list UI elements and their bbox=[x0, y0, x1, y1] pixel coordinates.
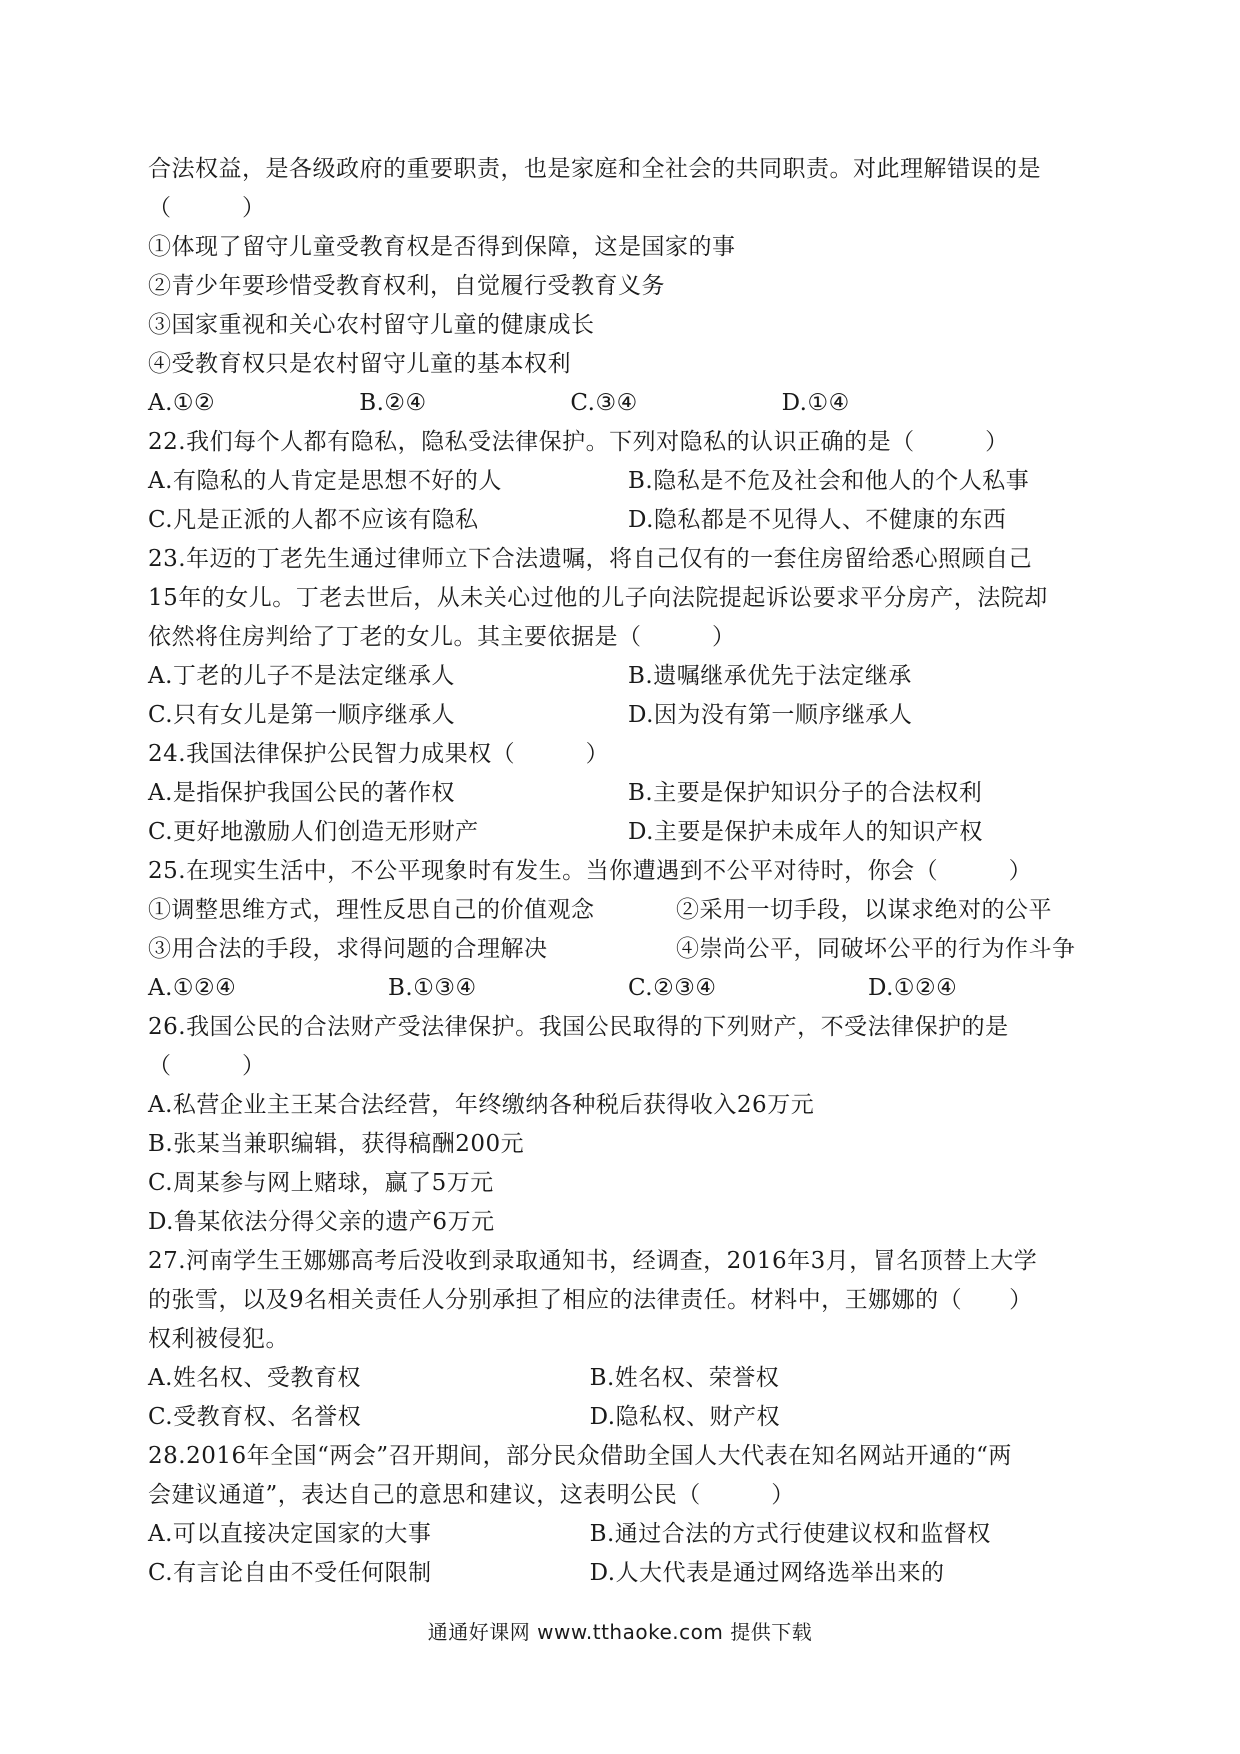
q22-options-row1 bbox=[148, 462, 1108, 501]
q25-statements-row2 bbox=[148, 930, 1108, 969]
q23-option-d: D.因为没有第一顺序继承人 bbox=[628, 702, 913, 728]
q24-stem: 24.我国法律保护公民智力成果权（ ） bbox=[148, 741, 610, 767]
q28-option-b: B.通过合法的方式行使建议权和监督权 bbox=[589, 1521, 991, 1547]
q28-options-row1 bbox=[148, 1515, 1108, 1554]
q28-options-row2 bbox=[148, 1554, 1108, 1593]
q27-options-row2 bbox=[148, 1398, 1108, 1437]
q22-option-a: A.有隐私的人肯定是思想不好的人 bbox=[148, 468, 502, 494]
q24-options-row1 bbox=[148, 774, 1108, 813]
q25-stem: 25.在现实生活中，不公平现象时有发生。当你遭遇到不公平对待时，你会（ ） bbox=[148, 858, 1033, 884]
q28-option-a: A.可以直接决定国家的大事 bbox=[148, 1521, 432, 1547]
q24-options-row2 bbox=[148, 813, 1108, 852]
q21-choice-d: D.①④ bbox=[781, 390, 850, 416]
q26-stem-line1: 26.我国公民的合法财产受法律保护。我国公民取得的下列财产，不受法律保护的是 bbox=[148, 1014, 1009, 1040]
q27-stem-line1: 27.河南学生王娜娜高考后没收到录取通知书，经调查，2016年3月，冒名顶替上大学 bbox=[148, 1248, 1038, 1274]
q21-stem-line1: 合法权益，是各级政府的重要职责，也是家庭和全社会的共同职责。对此理解错误的是 bbox=[148, 156, 1041, 182]
q22-option-d: D.隐私都是不见得人、不健康的东西 bbox=[628, 507, 1007, 533]
q21-choice-c: C.③④ bbox=[570, 390, 638, 416]
q26-stem-line2: （ ） bbox=[148, 1053, 266, 1079]
q27-options-row1 bbox=[148, 1359, 1108, 1398]
q21-choice-b: B.②④ bbox=[359, 390, 427, 416]
q26-option-c: C.周某参与网上赌球，赢了5万元 bbox=[148, 1170, 494, 1196]
q21-statement-3: ③国家重视和关心农村留守儿童的健康成长 bbox=[148, 312, 595, 338]
q25-choice-c: C.②③④ bbox=[628, 975, 717, 1001]
q25-statement-1: ①调整思维方式，理性反思自己的价值观念 bbox=[148, 897, 595, 923]
q28-option-c: C.有言论自由不受任何限制 bbox=[148, 1560, 432, 1586]
q26-option-a: A.私营企业主王某合法经营，年终缴纳各种税后获得收入26万元 bbox=[148, 1092, 815, 1118]
q22-option-b: B.隐私是不危及社会和他人的个人私事 bbox=[628, 468, 1030, 494]
q25-choices bbox=[148, 969, 1108, 1008]
q21-statement-2: ②青少年要珍惜受教育权利，自觉履行受教育义务 bbox=[148, 273, 665, 299]
q25-choice-d: D.①②④ bbox=[868, 975, 958, 1001]
q23-options-row1 bbox=[148, 657, 1108, 696]
q23-option-b: B.遗嘱继承优先于法定继承 bbox=[628, 663, 912, 689]
q22-stem: 22.我们每个人都有隐私，隐私受法律保护。下列对隐私的认识正确的是（ ） bbox=[148, 429, 1009, 455]
q21-stem-line2: （ ） bbox=[148, 195, 266, 221]
page-footer: 通通好课网 www.tthaoke.com 提供下载 bbox=[427, 1620, 813, 1644]
q25-statement-2: ②采用一切手段，以谋求绝对的公平 bbox=[676, 897, 1052, 923]
q24-option-a: A.是指保护我国公民的著作权 bbox=[148, 780, 455, 806]
q27-option-b: B.姓名权、荣誉权 bbox=[589, 1365, 780, 1391]
q23-stem-line2: 15年的女儿。丁老去世后，从未关心过他的儿子向法院提起诉讼要求平分房产，法院却 bbox=[148, 585, 1048, 611]
q28-stem-line2: 会建议通道”，表达自己的意思和建议，这表明公民（ ） bbox=[148, 1482, 795, 1508]
q22-options-row2 bbox=[148, 501, 1108, 540]
q23-stem-line3: 依然将住房判给了丁老的女儿。其主要依据是（ ） bbox=[148, 624, 736, 650]
q21-statement-1: ①体现了留守儿童受教育权是否得到保障，这是国家的事 bbox=[148, 234, 736, 260]
q27-stem-line2: 的张雪，以及9名相关责任人分别承担了相应的法律责任。材料中，王娜娜的（ ） bbox=[148, 1287, 1033, 1313]
q25-choice-b: B.①③④ bbox=[388, 975, 477, 1001]
q27-option-a: A.姓名权、受教育权 bbox=[148, 1365, 361, 1391]
q24-option-c: C.更好地激励人们创造无形财产 bbox=[148, 819, 479, 845]
q22-option-c: C.凡是正派的人都不应该有隐私 bbox=[148, 507, 479, 533]
q27-option-c: C.受教育权、名誉权 bbox=[148, 1404, 362, 1430]
q24-option-b: B.主要是保护知识分子的合法权利 bbox=[628, 780, 983, 806]
q24-option-d: D.主要是保护未成年人的知识产权 bbox=[628, 819, 983, 845]
q25-choice-a: A.①②④ bbox=[148, 975, 237, 1001]
q28-stem-line1: 28.2016年全国“两会”召开期间，部分民众借助全国人大代表在知名网站开通的“两 bbox=[148, 1443, 1012, 1469]
q23-stem-line1: 23.年迈的丁老先生通过律师立下合法遗嘱，将自己仅有的一套住房留给悉心照顾自己 bbox=[148, 546, 1033, 572]
q21-statement-4: ④受教育权只是农村留守儿童的基本权利 bbox=[148, 351, 571, 377]
q23-option-c: C.只有女儿是第一顺序继承人 bbox=[148, 702, 456, 728]
q25-statement-4: ④崇尚公平，同破坏公平的行为作斗争 bbox=[676, 936, 1076, 962]
q21-choice-a: A.①② bbox=[148, 390, 216, 416]
document-page bbox=[148, 150, 1108, 1593]
q23-options-row2 bbox=[148, 696, 1108, 735]
q26-option-b: B.张某当兼职编辑，获得稿酬200元 bbox=[148, 1131, 525, 1157]
q28-option-d: D.人大代表是通过网络选举出来的 bbox=[589, 1560, 945, 1586]
q25-statements-row1 bbox=[148, 891, 1108, 930]
q27-stem-line3: 权利被侵犯。 bbox=[148, 1326, 289, 1352]
q21-choices bbox=[148, 384, 1108, 423]
q26-option-d: D.鲁某依法分得父亲的遗产6万元 bbox=[148, 1209, 495, 1235]
q23-option-a: A.丁老的儿子不是法定继承人 bbox=[148, 663, 455, 689]
q25-statement-3: ③用合法的手段，求得问题的合理解决 bbox=[148, 936, 548, 962]
q27-option-d: D.隐私权、财产权 bbox=[589, 1404, 781, 1430]
